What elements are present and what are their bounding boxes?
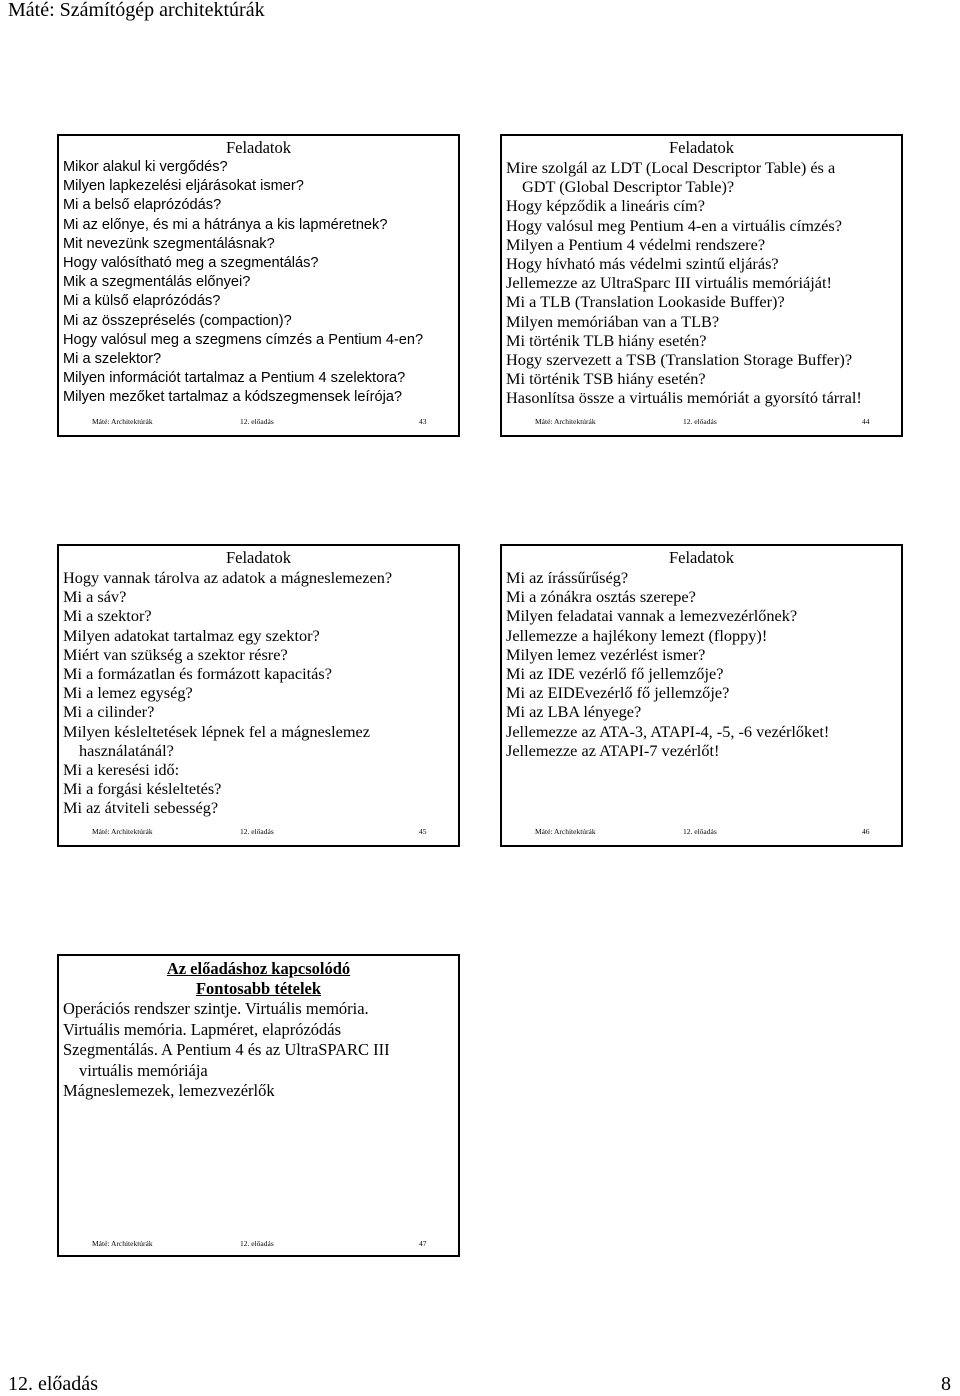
slide-line: Mi a szelektor? [63, 351, 162, 368]
slide-footer-number: 47 [419, 1239, 427, 1248]
slide-title: Feladatok [225, 548, 292, 567]
page-footer-lecture: 12. előadás [8, 1373, 98, 1395]
slide-title: Feladatok [668, 138, 735, 157]
slide-line: Virtuális memória. Lapméret, elaprózódás [63, 1019, 342, 1039]
slide-line: Mi a zónákra osztás szerepe? [506, 587, 696, 607]
slide-footer-author: Máté: Architektúrák [92, 1239, 153, 1248]
slide-line: Hogy hívható más védelmi szintű eljárás? [506, 254, 779, 274]
slide-lines [63, 158, 456, 408]
slide-footer [502, 416, 901, 428]
slide-line: virtuális memóriája [79, 1060, 208, 1080]
slide-line: Hogy vannak tárolva az adatok a mágneslemezen? [63, 568, 393, 587]
slide-footer [59, 416, 458, 428]
slide-footer-number: 46 [862, 827, 870, 836]
slide-line: Jellemezze az ATA-3, ATAPI-4, -5, -6 vezérlőket! [506, 721, 830, 741]
slide-line: Milyen lapkezelési eljárásokat ismer? [63, 178, 304, 195]
slide-line: GDT (Global Descriptor Table)? [522, 177, 735, 197]
slide-footer [59, 826, 458, 838]
slide-46 [500, 544, 903, 847]
slide-line: Mi a forgási késleltetés? [63, 779, 222, 799]
slide-line: Mi az EIDEvezérlő fő jellemzője? [506, 683, 730, 703]
slide-footer-lecture: 12. előadás [683, 827, 717, 836]
slide-line: Szegmentálás. A Pentium 4 és az UltraSPARC III [63, 1040, 390, 1059]
slide-footer-lecture: 12. előadás [240, 827, 274, 836]
slide-44 [500, 134, 903, 437]
slide-title [158, 959, 359, 999]
slide-line: Mi a TLB (Translation Lookaside Buffer)? [506, 292, 785, 312]
page-number: 8 [941, 1373, 951, 1395]
slide-footer [59, 1238, 458, 1250]
slide-line: Hogy képződik a lineáris cím? [506, 196, 705, 216]
document-header: Máté: Számítógép architektúrák [8, 0, 265, 21]
slide-line: Milyen késleltetések lépnek fel a mágneslemez [63, 721, 370, 741]
slide-line: Hogy valósul meg a szegmens címzés a Pentium 4-en? [63, 331, 424, 348]
slide-line: Mi az összepréselés (compaction)? [63, 312, 292, 329]
slide-title: Feladatok [668, 548, 735, 567]
slide-line: Mikor alakul ki vergődés? [63, 159, 228, 175]
slide-lines [506, 158, 899, 408]
slide-line: Hogy valósul meg Pentium 4-en a virtuális címzés? [506, 215, 842, 235]
slide-line: Mik a szegmentálás előnyei? [63, 274, 251, 291]
slide-line: Mágneslemezek, lemezvezérlők [63, 1081, 275, 1100]
slide-line: Operációs rendszer szintje. Virtuális memória. [63, 999, 369, 1018]
slide-footer-number: 45 [419, 827, 427, 836]
slide-47 [57, 954, 460, 1257]
slide-line: Mi az előnye, és mi a hátránya a kis lapméretnek? [63, 216, 388, 233]
slide-line: Milyen feladatai vannak a lemezvezérlőnek? [506, 606, 798, 626]
slide-lines [506, 568, 899, 760]
slide-line: Milyen információt tartalmaz a Pentium 4 szelektora? [63, 370, 406, 387]
slide-footer-author: Máté: Architektúrák [535, 827, 596, 836]
slide-footer-lecture: 12. előadás [240, 1239, 274, 1248]
slide-footer-author: Máté: Architektúrák [92, 827, 153, 836]
slide-line: használatánál? [79, 740, 174, 760]
slide-footer [502, 826, 901, 838]
slide-line: Mi a formázatlan és formázott kapacitás? [63, 664, 332, 684]
slide-line: Mi a külső elaprózódás? [63, 293, 221, 310]
slide-line: Hogy valósítható meg a szegmentálás? [63, 255, 319, 272]
slide-lines [63, 999, 456, 1102]
slide-line: Miért van szükség a szektor résre? [63, 644, 288, 664]
slide-line: Jellemezze az ATAPI-7 vezérlőt! [506, 740, 720, 760]
slide-line: Milyen adatokat tartalmaz egy szektor? [63, 625, 320, 645]
slide-line: Mi a lemez egység? [63, 683, 193, 703]
slide-line: Mi a sáv? [63, 587, 127, 607]
slide-line: Mi az LBA lényege? [506, 702, 642, 722]
slide-line: Milyen mezőket tartalmaz a kódszegmensek leírója? [63, 389, 403, 406]
slide-line: Mi az IDE vezérlő fő jellemzője? [506, 664, 724, 684]
slide-title-line: Fontosabb tételek [195, 979, 322, 998]
slide-title-line: Az előadáshoz kapcsolódó [166, 959, 351, 978]
slide-line: Mi történik TLB hiány esetén? [506, 330, 707, 350]
slide-line: Mi az átviteli sebesség? [63, 798, 219, 818]
slide-43 [57, 134, 460, 437]
slide-footer-author: Máté: Architektúrák [92, 417, 153, 426]
slide-line: Hasonlítsa össze a virtuális memóriát a gyorsító tárral! [506, 388, 862, 408]
slide-title: Feladatok [225, 138, 292, 157]
slide-lines [63, 568, 456, 818]
slide-line: Milyen memóriában van a TLB? [506, 311, 720, 331]
slide-footer-number: 43 [419, 417, 427, 426]
slide-line: Mi a keresési idő: [63, 760, 180, 780]
slide-footer-number: 44 [862, 417, 870, 426]
slide-line: Milyen a Pentium 4 védelmi rendszere? [506, 234, 766, 254]
slide-line: Mi a belső elaprózódás? [63, 197, 222, 214]
slide-footer-lecture: 12. előadás [683, 417, 717, 426]
slide-line: Mi a cilinder? [63, 702, 155, 722]
slide-line: Mi történik TSB hiány esetén? [506, 369, 706, 389]
slide-line: Mit nevezünk szegmentálásnak? [63, 235, 275, 252]
slide-footer-lecture: 12. előadás [240, 417, 274, 426]
slide-line: Jellemezze az UltraSparc III virtuális memóriáját! [506, 273, 832, 293]
slide-line: Jellemezze a hajlékony lemezt (floppy)! [506, 625, 768, 645]
slide-45 [57, 544, 460, 847]
slide-footer-author: Máté: Architektúrák [535, 417, 596, 426]
slide-line: Mi a szektor? [63, 606, 152, 626]
slide-line: Hogy szervezett a TSB (Translation Storage Buffer)? [506, 350, 853, 370]
slide-line: Mire szolgál az LDT (Local Descriptor Table) és a [506, 158, 836, 177]
slide-line: Mi az írássűrűség? [506, 568, 629, 587]
slide-line: Milyen lemez vezérlést ismer? [506, 644, 706, 664]
